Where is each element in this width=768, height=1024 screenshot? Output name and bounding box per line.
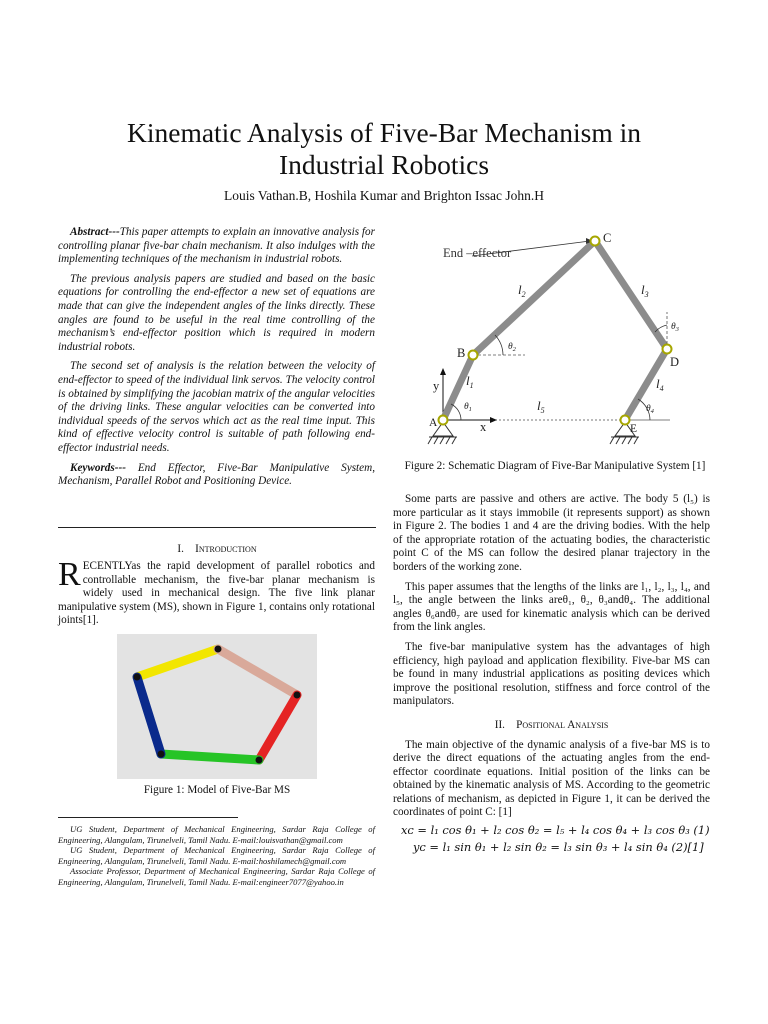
footnote-rule (58, 817, 238, 818)
label-l5: $l_5$ (537, 398, 545, 415)
label-a: A (429, 417, 438, 429)
section-2-title: Positional Analysis (516, 718, 609, 731)
figure-2-schematic (408, 226, 714, 454)
label-l1: $l_1$ (466, 373, 474, 390)
abstract-rule (58, 527, 376, 528)
link-green (161, 754, 259, 760)
joint (158, 751, 165, 758)
label-d: D (670, 355, 680, 369)
label-theta4: $\theta_4$ (646, 404, 654, 415)
label-b: B (457, 346, 466, 360)
joint-a (439, 416, 448, 425)
abstract-p2: The previous analysis papers are studied and based on the basic equations for controlling the end-effector a new set of equations are made that can give the independent angles of the links directly. These angles are found to be useful in the real time controlling of the mechanism’s end-effector position which is required in modern industrial robots. (58, 272, 375, 353)
joint-d (663, 345, 672, 354)
figure-1-caption: Figure 1: Model of Five-Bar MS (143, 784, 291, 796)
right-p2: This paper assumes that the lengths of the links are l₁, l₂, l₃, l₄, and l₅, the angle between the links areθ₁, θ₂, θ₃andθ₄. The additional angles θ₆andθ₇ are used for kinematic analysis which can be derived from the link angles. (393, 580, 710, 634)
footnote-1: UG Student, Department of Mechanical Engineering, Sardar Raja College of Engineering, Alangulam, Tirunelveli, Tamil Nadu. E-mail:louisvathan@gmail.com (58, 824, 375, 845)
intro-title: Introduction (195, 543, 257, 555)
figure-1-image (117, 634, 317, 779)
y-axis-arrow (440, 368, 446, 375)
end-effector-label: End –effector (443, 246, 512, 260)
equation-1: xᴄ = l₁ cos θ₁ + l₂ cos θ₂ = l₅ + l₄ cos θ₄ + l₃ cos θ₃ (1) (401, 823, 710, 838)
joint (256, 757, 263, 764)
label-x: x (480, 420, 487, 434)
joint (215, 646, 222, 653)
joint-c (591, 237, 600, 246)
footnotes (58, 824, 375, 888)
intro-number: I. (177, 543, 184, 555)
right-p3: The five-bar manipulative system has the advantages of high efficiency, high payload and application flexibility. Five-bar MS can be found in many industrial applications as positing devices which improve the positional resolution, stiffness and force control of the manipulators. (393, 640, 710, 708)
section-2-heading (393, 719, 710, 733)
label-theta1: $\theta_1$ (464, 402, 472, 413)
label-e: E (630, 423, 638, 435)
intro-text: as the rapid development of parallel robotics and controllable mechanism, the five-bar planar mechanism is widely used in mechanical design. The five link planar manipulative system (MS), shown in Figure 1, contains only rotational joints[1]. (58, 560, 375, 627)
abstract (58, 226, 375, 495)
paper-title (40, 117, 728, 181)
title-line-2: Industrial Robotics (278, 149, 490, 180)
keywords: End Effector, Five-Bar Manipulative System, Mechanism, Parallel Robot and Positioning Device. (58, 461, 375, 488)
label-theta2: $\theta_2$ (508, 342, 516, 353)
keywords-label: Keywords--- (70, 461, 126, 474)
section-2-number: II. (494, 718, 505, 731)
right-body (393, 493, 710, 856)
abstract-label: Abstract--- (70, 226, 120, 238)
label-c: C (603, 231, 612, 245)
right-p1: Some parts are passive and others are active. The body 5 (l₅) is more particular as it stays immobile (it represents support) as shown in Figure 2. The bodies 1 and 4 are the driving bodies. With the help of the appropriate rotation of the actuating bodies, the characteristic point C of the MS can follow the desired planar trajectory in the borders of the working zone. (393, 493, 710, 573)
title-line-1: Kinematic Analysis of Five-Bar Mechanism in (126, 117, 641, 148)
label-l2: $l_2$ (518, 282, 526, 299)
abstract-p1: This paper attempts to explain an innovative analysis for controlling planar five-bar chain mechanism. It also indulges with the implementing techniques of the mechanism in industrial robots. (58, 226, 375, 266)
link-l3 (595, 241, 667, 349)
intro-lead: ECENTLY (82, 560, 132, 572)
figure-2-caption: Figure 2: Schematic Diagram of Five-Bar Manipulative System [1] (404, 460, 706, 472)
label-l4: $l_4$ (656, 376, 664, 393)
intro-body (58, 556, 375, 634)
joint (134, 674, 141, 681)
footnote-2: UG Student, Department of Mechanical Engineering, Sardar Raja College of Engineering, Alangulam, Tirunelveli, Tamil Nadu. E-mail:hoshilamech@gmail.com (58, 845, 375, 866)
label-y: y (433, 379, 440, 393)
footnote-3: Associate Professor, Department of Mechanical Engineering, Sardar Raja College of Engineering, Alangulam, Tirunelveli, Tamil Nadu. E-mail:engineer7077@yahoo.in (58, 866, 375, 887)
right-p4: The main objective of the dynamic analysis of a five-bar MS is to derive the direct equations of the actuating angles from the end-effector coordinate equations. Initial position of the links can be obtained by the kinematic analysis of MS. According to the geometric relations of mechanism, as depicted in Figure 1, it can be derived the coordinates of point C: [1] (393, 738, 710, 819)
intro-heading (58, 543, 376, 555)
dropcap: R (58, 556, 81, 593)
equation-2: yᴄ = l₁ sin θ₁ + l₂ sin θ₂ = l₃ sin θ₃ + l₄ sin θ₄ (2)[1] (413, 840, 704, 855)
label-l3: $l_3$ (641, 282, 649, 299)
authors: Louis Vathan.B, Hoshila Kumar and Brighton Issac John.H (224, 188, 544, 203)
joint-b (469, 351, 478, 360)
joint-e (621, 416, 630, 425)
label-theta3: $\theta_3$ (671, 322, 679, 333)
joint (294, 692, 301, 699)
abstract-p3: The second set of analysis is the relation between the velocity of end-effector to speed of the individual link servos. The velocity control is obtained by simplifying the jacobian matrix of the angular velocities of the driving links. These angular velocities can be converted into individual speeds of the servos which act as the real time input. This kind of effective velocity control is suitable of path following end-effector industrial needs. (58, 360, 375, 454)
x-axis-arrow (490, 417, 497, 423)
